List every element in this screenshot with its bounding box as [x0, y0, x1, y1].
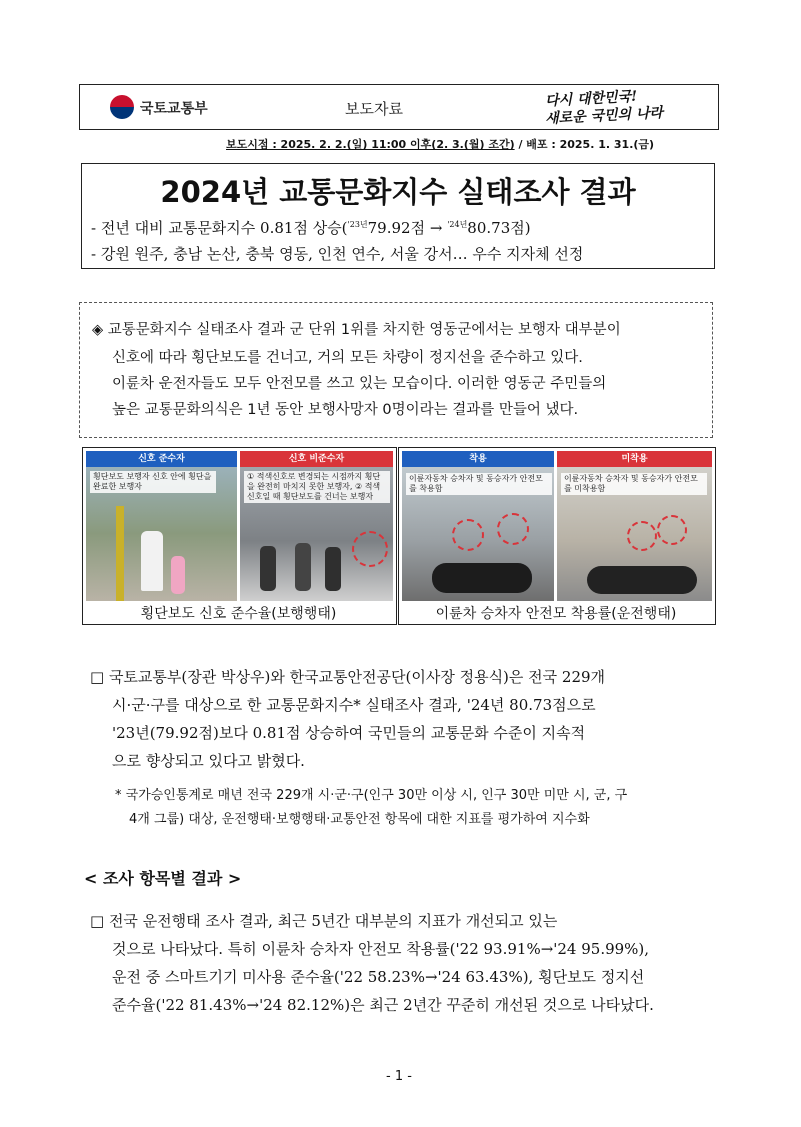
- body-paragraph-line: 으로 향상되고 있다고 밝혔다.: [112, 752, 305, 770]
- distribution-date: / 배포 : 2025. 1. 31.(금): [514, 138, 655, 151]
- taeguk-logo-icon: [110, 95, 134, 119]
- footnote-line: * 국가승인통계로 매년 전국 229개 시·군·구(인구 30만 이상 시, 인구 30만 미만 시, 군, 구: [115, 788, 628, 803]
- tag-helmet-not-worn: 미착용: [557, 451, 712, 467]
- tag-helmet-worn: 착용: [402, 451, 554, 467]
- child-figure: [171, 556, 185, 594]
- red-signal-highlight: [352, 531, 388, 567]
- signal-compliant-photo: [86, 451, 237, 601]
- page-title: 2024년 교통문화지수 실태조사 결과: [160, 175, 636, 209]
- note-helmet-worn: 이륜자동차 승차자 및 동승자가 안전모를 착용함: [406, 473, 552, 495]
- body-paragraph-line: '23년(79.92점)보다 0.81점 상승하여 국민들의 교통문화 수준이 지속적: [112, 724, 586, 742]
- summary-line: 이륜차 운전자들도 모두 안전모를 쓰고 있는 모습이다. 이러한 영동군 주민들의: [112, 376, 607, 392]
- head-highlight: [627, 521, 657, 551]
- footnote-line: 4개 그룹) 대상, 운전행태·보행행태·교통안전 항목에 대한 지표를 평가하여 지수화: [129, 812, 590, 827]
- embargo-line: [226, 136, 654, 152]
- pedestrian-figure: [325, 547, 341, 591]
- embargo-time: 보도시점 : 2025. 2. 2.(일) 11:00 이후(2. 3.(월) 조간): [226, 138, 515, 151]
- note-noncompliant: ① 적색신호로 변경되는 시점까지 횡단을 완전히 마치지 못한 보행자, ② 적색 신호일 때 횡단보도를 건너는 보행자: [244, 471, 390, 503]
- summary-line: 높은 교통문화의식은 1년 동안 보행사망자 0명이라는 결과를 만들어 냈다.: [112, 402, 579, 418]
- summary-line: 신호에 따라 횡단보도를 건너고, 거의 모든 차량이 정지선을 준수하고 있다.: [112, 350, 583, 366]
- press-release-label: 보도자료: [345, 100, 403, 118]
- subtitle-1-value2: 80.73점): [467, 219, 531, 237]
- tag-signal-noncompliant: 신호 비준수자: [240, 451, 393, 467]
- subtitle-1-value1: 79.92점 →: [367, 219, 448, 237]
- page-number: - 1 -: [386, 1069, 412, 1084]
- slogan-line2: 새로운 국민의 나라: [544, 104, 664, 128]
- crosswalk-photo-panel: [82, 447, 397, 625]
- body-paragraph-line: □ 국토교통부(장관 박상우)와 한국교통안전공단(이사장 정용식)은 전국 229개: [90, 668, 606, 686]
- motorcycle-figure: [432, 563, 532, 593]
- helmet-photo-panel: [398, 447, 716, 625]
- pedestrian-figure: [260, 546, 276, 591]
- section-heading: < 조사 항목별 결과 >: [84, 869, 242, 888]
- helmet-worn-photo: [402, 451, 554, 601]
- motorcycle-figure: [587, 566, 697, 594]
- signal-pole: [116, 506, 124, 601]
- subtitle-1-year1: '23년: [347, 220, 368, 229]
- photo-caption-left: 횡단보도 신호 준수율(보행행태): [140, 606, 337, 622]
- subtitle-1-year2: '24년: [447, 220, 468, 229]
- subtitle-2: - 강원 원주, 충남 논산, 충북 영동, 인천 연수, 서울 강서… 우수 지자체 선정: [91, 245, 584, 263]
- subtitle-1-text: - 전년 대비 교통문화지수 0.81점 상승(: [91, 219, 348, 237]
- ministry-name: 국토교통부: [140, 101, 208, 117]
- helmet-highlight: [497, 513, 529, 545]
- body-paragraph-line: 시·군·구를 대상으로 한 교통문화지수* 실태조사 결과, '24년 80.73점으로: [112, 696, 596, 714]
- body-paragraph-line: 준수율('22 81.43%→'24 82.12%)은 최근 2년간 꾸준히 개선된 것으로 나타났다.: [112, 996, 654, 1014]
- slogan-line1: 다시 대한민국!: [544, 88, 638, 110]
- helmet-highlight: [452, 519, 484, 551]
- subtitle-1: [91, 217, 531, 238]
- body-paragraph-line: 운전 중 스마트기기 미사용 준수율('22 58.23%→'24 63.43%), 횡단보도 정지선: [112, 968, 645, 986]
- signal-noncompliant-photo: [240, 451, 393, 601]
- pedestrian-figure: [141, 531, 163, 591]
- helmet-not-worn-photo: [557, 451, 712, 601]
- note-compliant: 횡단보도 보행자 신호 안에 횡단을 완료한 보행자: [90, 471, 216, 493]
- pedestrian-figure: [295, 543, 311, 591]
- tag-signal-compliant: 신호 준수자: [86, 451, 237, 467]
- note-helmet-not-worn: 이륜자동차 승차자 및 동승자가 안전모를 미착용함: [561, 473, 707, 495]
- body-paragraph-line: □ 전국 운전행태 조사 결과, 최근 5년간 대부분의 지표가 개선되고 있는: [90, 912, 558, 930]
- body-paragraph-line: 것으로 나타났다. 특히 이륜차 승차자 안전모 착용률('22 93.91%→'24 95.99%),: [112, 940, 650, 958]
- summary-line: ◈ 교통문화지수 실태조사 결과 군 단위 1위를 차지한 영동군에서는 보행자 대부분이: [92, 322, 621, 338]
- head-highlight: [657, 515, 687, 545]
- photo-caption-right: 이륜차 승차자 안전모 착용률(운전행태): [435, 606, 677, 622]
